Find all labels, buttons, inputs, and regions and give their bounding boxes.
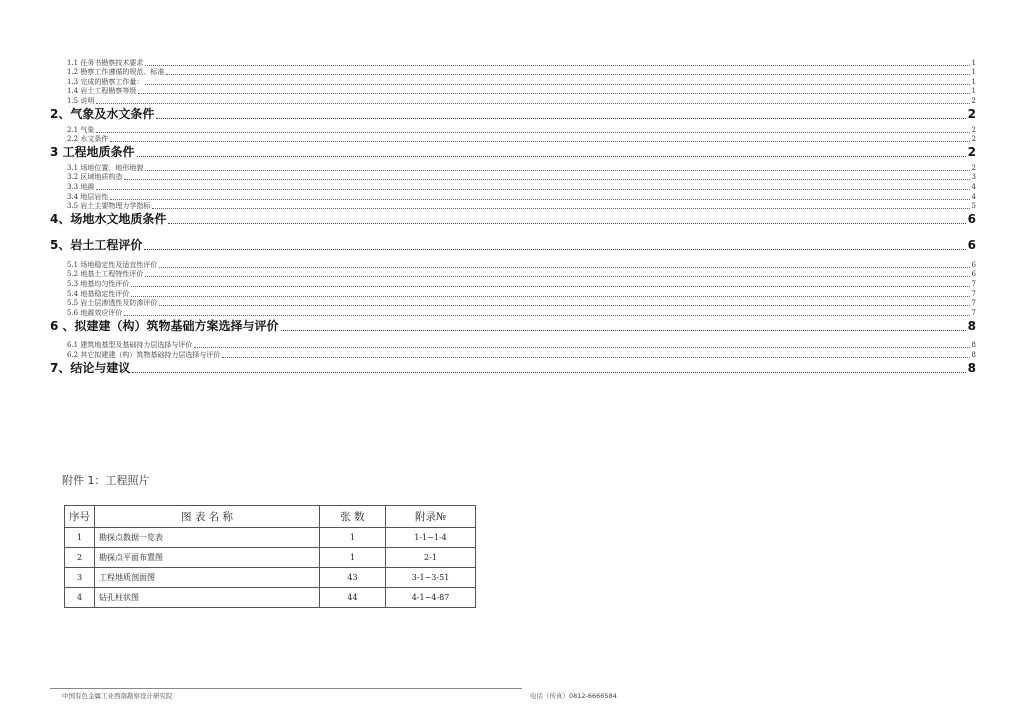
toc-entry-page: 6 bbox=[971, 260, 976, 269]
footer-contact: 电话（传真）0812-6666584 bbox=[530, 692, 617, 700]
toc-entry-label: 5.1 场地稳定性及适宜性评价 bbox=[67, 260, 158, 269]
dot-leader bbox=[145, 65, 969, 66]
dot-leader bbox=[124, 179, 969, 180]
header-ref: 附录№ bbox=[386, 506, 476, 528]
toc-entry-page: 1 bbox=[971, 58, 976, 67]
table-header-row bbox=[65, 506, 476, 528]
toc-entry-label: 3.2 区域地质构造 bbox=[67, 173, 123, 182]
toc-entry-label: 6.2 其它拟建建（构）筑物基础持力层选择与评价 bbox=[67, 350, 221, 359]
cell-ref: 4-1~4-87 bbox=[386, 588, 476, 608]
toc-entry-page: 4 bbox=[971, 182, 976, 191]
dot-leader bbox=[132, 372, 965, 373]
dot-leader bbox=[110, 199, 969, 200]
toc-entry[interactable] bbox=[50, 341, 976, 351]
toc-entry[interactable] bbox=[50, 192, 976, 202]
cell-no: 3 bbox=[65, 568, 95, 588]
toc-entry-page: 8 bbox=[971, 341, 976, 350]
dot-leader bbox=[145, 276, 969, 277]
toc-entry-page: 7 bbox=[971, 308, 976, 317]
dot-leader bbox=[194, 347, 969, 348]
cell-no: 4 bbox=[65, 588, 95, 608]
toc-entry[interactable] bbox=[50, 202, 976, 212]
toc-entry[interactable] bbox=[50, 68, 976, 78]
toc-entry-label: 2.2 水文条件 bbox=[67, 135, 109, 144]
toc-entry-page: 3 bbox=[971, 173, 976, 182]
toc-entry-page: 8 bbox=[971, 350, 976, 359]
toc-chapter-label: 3 工程地质条件 bbox=[50, 145, 135, 160]
dot-leader bbox=[138, 93, 969, 94]
toc-chapter[interactable] bbox=[50, 318, 976, 334]
dot-leader bbox=[281, 330, 966, 331]
dot-leader bbox=[159, 267, 969, 268]
toc-entry[interactable] bbox=[50, 350, 976, 360]
cell-name: 勘探点平面布置图 bbox=[95, 548, 320, 568]
toc-chapter[interactable] bbox=[50, 211, 976, 227]
toc-chapter[interactable] bbox=[50, 106, 976, 122]
dot-leader bbox=[96, 103, 969, 104]
toc-chapter-page: 6 bbox=[967, 238, 976, 253]
toc-entry-label: 1.1 任务书勘察技术要求 bbox=[67, 58, 144, 67]
toc-entry-page: 1 bbox=[971, 68, 976, 77]
toc-entry-label: 5.6 地震效应评价 bbox=[67, 308, 123, 317]
dot-leader bbox=[137, 156, 966, 157]
dot-leader bbox=[131, 286, 969, 287]
toc-entry[interactable] bbox=[50, 308, 976, 318]
toc-chapter-page: 6 bbox=[967, 212, 976, 227]
toc-entry-page: 1 bbox=[971, 77, 976, 86]
cell-name: 钻孔柱状图 bbox=[95, 588, 320, 608]
toc-entry-page: 2 bbox=[971, 135, 976, 144]
toc-entry[interactable] bbox=[50, 182, 976, 192]
toc-entry[interactable] bbox=[50, 163, 976, 173]
dot-leader bbox=[145, 170, 969, 171]
toc-entry-label: 1.2 勘察工作遵循的规范、标准 bbox=[67, 68, 165, 77]
dot-leader bbox=[166, 74, 969, 75]
toc-chapter[interactable] bbox=[50, 237, 976, 253]
toc-chapter-label: 6 、拟建建（构）筑物基础方案选择与评价 bbox=[50, 318, 279, 333]
cell-ref: 2-1 bbox=[386, 548, 476, 568]
cell-ref: 1-1~1-4 bbox=[386, 528, 476, 548]
toc-entry[interactable] bbox=[50, 125, 976, 135]
cell-count: 1 bbox=[320, 548, 386, 568]
toc-entry[interactable] bbox=[50, 260, 976, 270]
dot-leader bbox=[222, 357, 969, 358]
table-row bbox=[65, 548, 476, 568]
toc-entry-page: 7 bbox=[971, 289, 976, 298]
cell-no: 1 bbox=[65, 528, 95, 548]
dot-leader bbox=[159, 305, 969, 306]
toc-entry-page: 4 bbox=[971, 192, 976, 201]
toc-entry[interactable] bbox=[50, 77, 976, 87]
header-count: 张 数 bbox=[320, 506, 386, 528]
toc-entry-page: 6 bbox=[971, 270, 976, 279]
dot-leader bbox=[131, 296, 969, 297]
toc-entry-label: 2.1 气象 bbox=[67, 125, 95, 134]
toc-entry-page: 5 bbox=[971, 202, 976, 211]
cell-ref: 3-1~3-51 bbox=[386, 568, 476, 588]
dot-leader bbox=[110, 141, 969, 142]
toc-chapter-page: 8 bbox=[967, 318, 976, 333]
toc-entry-label: 1.3 完成的勘察工作量： bbox=[67, 77, 144, 86]
toc-entry-label: 3.1 场地位置、地形地貌 bbox=[67, 163, 144, 172]
toc-entry[interactable] bbox=[50, 173, 976, 183]
table-of-contents bbox=[50, 58, 976, 376]
toc-entry-label: 5.5 岩土层渗透性及防渗评价 bbox=[67, 299, 158, 308]
toc-entry-page: 7 bbox=[971, 299, 976, 308]
toc-entry-label: 1.4 岩土工程勘察等级 bbox=[67, 87, 137, 96]
toc-chapter-page: 2 bbox=[967, 145, 976, 160]
toc-entry-label: 5.2 地基土工程特性评价 bbox=[67, 270, 144, 279]
dot-leader bbox=[96, 132, 969, 133]
dot-leader bbox=[156, 118, 965, 119]
toc-chapter-label: 4、场地水文地质条件 bbox=[50, 212, 167, 227]
toc-chapter[interactable] bbox=[50, 144, 976, 160]
toc-entry[interactable] bbox=[50, 96, 976, 106]
toc-entry-page: 1 bbox=[971, 87, 976, 96]
toc-chapter[interactable] bbox=[50, 360, 976, 376]
dot-leader bbox=[144, 249, 965, 250]
cell-count: 44 bbox=[320, 588, 386, 608]
toc-entry-page: 2 bbox=[971, 163, 976, 172]
footer-rule bbox=[50, 688, 522, 689]
toc-entry[interactable] bbox=[50, 87, 976, 97]
toc-entry[interactable] bbox=[50, 135, 976, 145]
toc-chapter-page: 2 bbox=[967, 106, 976, 121]
appendix-title: 附件 1：工程照片 bbox=[62, 474, 150, 487]
header-no: 序号 bbox=[65, 506, 95, 528]
toc-entry-label: 1.5 说明 bbox=[67, 96, 95, 105]
cell-name: 工程地质剖面图 bbox=[95, 568, 320, 588]
toc-chapter-label: 5、岩土工程评价 bbox=[50, 238, 143, 253]
toc-entry-page: 2 bbox=[971, 96, 976, 105]
toc-entry-label: 3.4 地层岩性 bbox=[67, 192, 109, 201]
cell-no: 2 bbox=[65, 548, 95, 568]
toc-entry[interactable] bbox=[50, 289, 976, 299]
cell-count: 1 bbox=[320, 528, 386, 548]
header-name: 图 表 名 称 bbox=[95, 506, 320, 528]
cell-name: 勘探点数据一览表 bbox=[95, 528, 320, 548]
toc-entry-label: 6.1 建筑地基型及基础持力层选择与评价 bbox=[67, 341, 193, 350]
footer-organization: 中国有色金属工业西南勘察设计研究院 bbox=[62, 692, 173, 700]
toc-entry-label: 3.3 地震 bbox=[67, 182, 95, 191]
table-row bbox=[65, 528, 476, 548]
toc-chapter-label: 7、结论与建议 bbox=[50, 360, 131, 375]
dot-leader bbox=[145, 84, 969, 85]
dot-leader bbox=[124, 315, 969, 316]
toc-chapter-page: 8 bbox=[967, 360, 976, 375]
cell-count: 43 bbox=[320, 568, 386, 588]
table-row bbox=[65, 568, 476, 588]
appendix-table bbox=[64, 505, 476, 608]
toc-entry[interactable] bbox=[50, 270, 976, 280]
toc-entry[interactable] bbox=[50, 279, 976, 289]
toc-entry-label: 5.4 地基稳定性评价 bbox=[67, 289, 130, 298]
toc-chapter-label: 2、气象及水文条件 bbox=[50, 106, 155, 121]
toc-entry[interactable] bbox=[50, 299, 976, 309]
table-row bbox=[65, 588, 476, 608]
toc-entry-label: 5.3 地基均匀性评价 bbox=[67, 279, 130, 288]
dot-leader bbox=[96, 189, 969, 190]
dot-leader bbox=[152, 208, 969, 209]
toc-entry[interactable] bbox=[50, 58, 976, 68]
toc-entry-label: 3.5 岩土主要物理力学指标 bbox=[67, 202, 151, 211]
dot-leader bbox=[168, 223, 965, 224]
toc-entry-page: 7 bbox=[971, 279, 976, 288]
toc-entry-page: 2 bbox=[971, 125, 976, 134]
